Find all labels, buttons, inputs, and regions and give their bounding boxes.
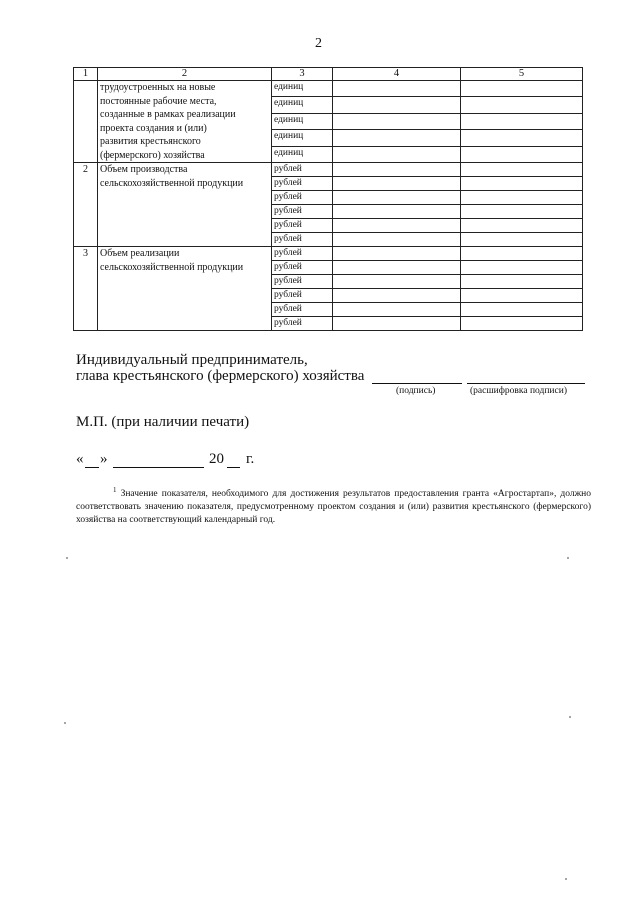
stamp-label: М.П. (при наличии печати) (76, 414, 250, 430)
value-cell (461, 97, 583, 113)
date-close-quote: » (100, 451, 108, 467)
indicator-description-line: проекта создания и (или) (100, 122, 207, 134)
indicator-description-cell (98, 81, 272, 163)
indicator-description-line: сельскохозяйственной продукции (100, 177, 244, 189)
signature-line (372, 369, 462, 384)
header-cell: 5 (461, 68, 583, 81)
page-number: 2 (315, 36, 322, 51)
unit-cell: рублей (272, 219, 333, 233)
indicator-description-line: постоянные рабочие места, (100, 95, 217, 107)
value-cell (461, 205, 583, 219)
value-cell (333, 303, 461, 317)
value-cell (333, 233, 461, 247)
value-cell (461, 146, 583, 162)
value-cell (461, 247, 583, 261)
value-cell (461, 275, 583, 289)
unit-cell: рублей (272, 177, 333, 191)
value-cell (333, 191, 461, 205)
decode-caption: (расшифровка подписи) (470, 386, 567, 396)
unit-cell: единиц (272, 113, 333, 129)
indicator-description-line: созданные в рамках реализации (100, 109, 236, 120)
indicator-description-line: сельскохозяйственной продукции (100, 261, 244, 273)
value-cell (333, 177, 461, 191)
value-cell (461, 113, 583, 129)
value-cell (461, 289, 583, 303)
footnote-mark: 1 (113, 486, 117, 494)
unit-cell: рублей (272, 191, 333, 205)
signature-caption: (подпись) (396, 386, 436, 396)
scan-speck (569, 716, 571, 718)
indicator-description-line: Объем реализации (100, 248, 180, 259)
unit-cell: единиц (272, 130, 333, 146)
signer-title-line2: глава крестьянского (фермерского) хозяйства (76, 368, 365, 384)
value-cell (461, 130, 583, 146)
unit-cell: рублей (272, 303, 333, 317)
footnote-text: Значение показателя, необходимого для достижения результатов предоставления гранта «Агростартап», должно соответствовать значению показателя, предусмотренному проектом создания и (или) развития крестьянского (фермерского) хозяйства на соответствующий календарный год. (76, 489, 591, 526)
value-cell (333, 130, 461, 146)
unit-cell: единиц (272, 146, 333, 162)
value-cell (333, 219, 461, 233)
year-blank (227, 455, 240, 468)
unit-cell: рублей (272, 261, 333, 275)
value-cell (333, 247, 461, 261)
scan-speck (64, 722, 66, 724)
unit-cell: рублей (272, 275, 333, 289)
value-cell (461, 219, 583, 233)
table-row (74, 163, 583, 177)
value-cell (333, 97, 461, 113)
unit-cell: рублей (272, 233, 333, 247)
value-cell (461, 191, 583, 205)
unit-cell: единиц (272, 81, 333, 97)
date-open-quote: « (76, 451, 84, 467)
unit-cell: единиц (272, 97, 333, 113)
scan-speck (567, 557, 569, 559)
year-suffix: г. (246, 451, 255, 467)
header-cell: 4 (333, 68, 461, 81)
date-line (76, 451, 476, 471)
row-number-cell: 2 (74, 163, 98, 247)
indicators-table (73, 67, 583, 331)
table-row (74, 247, 583, 261)
value-cell (461, 163, 583, 177)
value-cell (461, 261, 583, 275)
footnote (76, 484, 591, 527)
value-cell (461, 177, 583, 191)
indicator-description-cell (98, 163, 272, 247)
unit-cell: рублей (272, 247, 333, 261)
unit-cell: рублей (272, 289, 333, 303)
header-cell: 2 (98, 68, 272, 81)
table-row (74, 81, 583, 97)
value-cell (333, 275, 461, 289)
value-cell (333, 113, 461, 129)
decode-line (467, 369, 585, 384)
day-blank (85, 455, 99, 468)
indicator-description-cell (98, 247, 272, 331)
indicator-description-line: (фермерского) хозяйства (100, 149, 205, 161)
value-cell (461, 81, 583, 97)
value-cell (333, 81, 461, 97)
value-cell (461, 303, 583, 317)
value-cell (333, 205, 461, 219)
scan-speck (565, 878, 567, 880)
value-cell (333, 317, 461, 331)
scan-speck (66, 557, 68, 559)
value-cell (461, 233, 583, 247)
header-cell: 1 (74, 68, 98, 81)
unit-cell: рублей (272, 317, 333, 331)
value-cell (333, 289, 461, 303)
row-number-cell: 3 (74, 247, 98, 331)
value-cell (461, 317, 583, 331)
row-number-cell (74, 81, 98, 163)
table-header-row (74, 68, 583, 81)
value-cell (333, 163, 461, 177)
indicator-description-line: развития крестьянского (100, 136, 201, 147)
unit-cell: рублей (272, 205, 333, 219)
indicator-description-line: Объем производства (100, 164, 188, 175)
value-cell (333, 261, 461, 275)
header-cell: 3 (272, 68, 333, 81)
value-cell (333, 146, 461, 162)
unit-cell: рублей (272, 163, 333, 177)
year-prefix: 20 (209, 451, 224, 467)
signer-title-line1: Индивидуальный предприниматель, (76, 352, 308, 368)
indicator-description-line: трудоустроенных на новые (100, 82, 216, 93)
month-blank (113, 455, 204, 468)
